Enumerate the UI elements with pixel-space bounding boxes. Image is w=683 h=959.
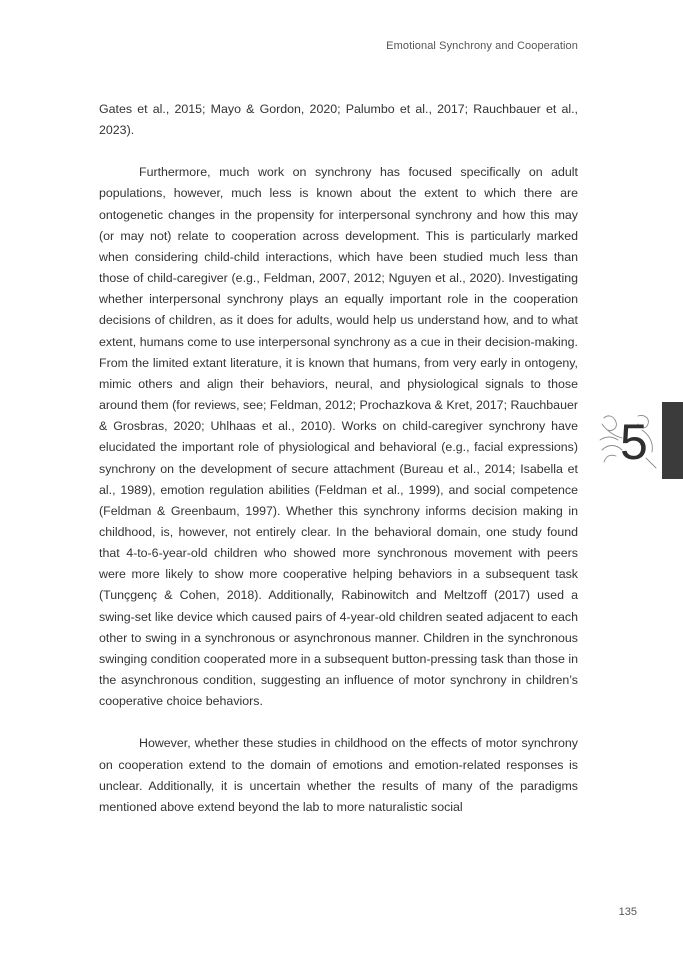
chapter-mark bbox=[598, 410, 658, 474]
body-text bbox=[99, 99, 578, 839]
page-number: 135 bbox=[618, 906, 637, 918]
paragraph-continuation: Gates et al., 2015; Mayo & Gordon, 2020; Palumbo et al., 2017; Rauchbauer et al., 2023). bbox=[99, 102, 578, 138]
chapter-number: 5 bbox=[620, 414, 648, 470]
chapter-tab bbox=[662, 402, 683, 479]
paragraph-emotions: However, whether these studies in childhood on the effects of motor synchrony on cooperation extend to the domain of emotions and emotion-related responses is unclear. Additionally, it is uncertain whether the results of many of the paradigms mentioned above extend beyond the lab to more naturalistic social bbox=[99, 736, 578, 814]
paragraph-development: Furthermore, much work on synchrony has focused specifically on adult populations, however, much less is known about the extent to which there are ontogenetic changes in the propensity for interpersonal synchrony and how this may (or may not) relate to cooperation across development. This is particularly marked when considering child-child interactions, which have been studied much less than those of child-caregiver (e.g., Feldman, 2007, 2012; Nguyen et al., 2020). Investigating whether interpersonal synchrony plays an equally important role in the cooperation decisions of children, as it does for adults, would help us understand how, and to what extent, humans come to use interpersonal synchrony as a cue in their decision-making. From the limited extant literature, it is known that humans, from very early in ontogeny, mimic others and align their behaviors, neural, and physiological signals to those around them (for reviews, see; Feldman, 2012; Prochazkova & Kret, 2017; Rauchbauer & Grosbras, 2020; Uhlhaas et al., 2010). Works on child-caregiver synchrony have elucidated the important role of physiological and behavioral (e.g., facial expressions) synchrony on the development of secure attachment (Bureau et al., 2014; Isabella et al., 1989), emotion regulation abilities (Feldman et al., 1999), and social competence (Feldman & Greenbaum, 1997). Whether this synchrony informs decision making in childhood, is, however, not entirely clear. In the behavioral domain, one study found that 4-to-6-year-old children who showed more synchronous movement with peers were more likely to show more cooperative helping behaviors in a subsequent task (Tunçgenç & Cohen, 2018). Additionally, Rabinowitch and Meltzoff (2017) used a swing-set like device which caused pairs of 4-year-old children seated adjacent to each other to swing in a synchronous or asynchronous manner. Children in the synchronous swinging condition cooperated more in a subsequent button-pressing task than those in the asynchronous condition, suggesting an influence of motor synchrony in children’s cooperative choice behaviors. bbox=[99, 165, 578, 709]
running-header: Emotional Synchrony and Cooperation bbox=[386, 40, 578, 52]
